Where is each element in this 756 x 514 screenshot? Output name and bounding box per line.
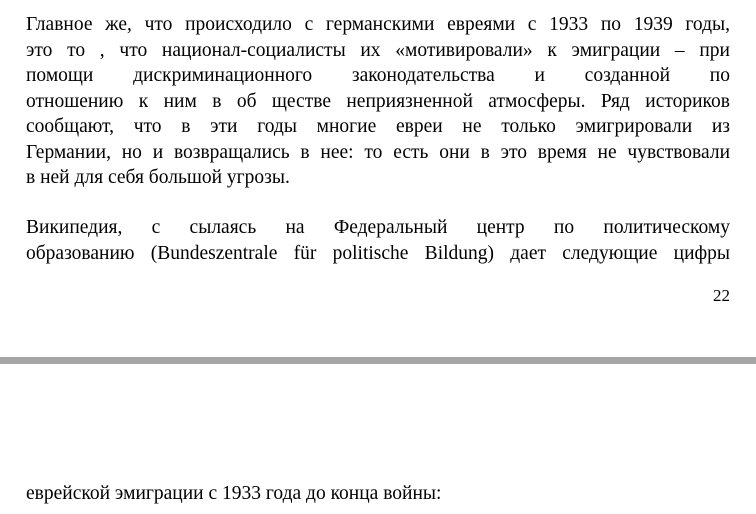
page-separator xyxy=(0,357,756,364)
text-line: Википедия, с сылаясь на Федеральный центр по политическому xyxy=(26,217,730,238)
paragraph-wikipedia-citation xyxy=(26,215,730,266)
text-line: это то , что национал-социалисты их «мотивировали» к эмиграции – при xyxy=(26,39,730,61)
text-line: образованию (Bundeszentrale für politische Bildung) дает следующие цифры xyxy=(26,242,730,264)
page-number: 22 xyxy=(713,286,730,305)
text-line: Главное же, что происходило с германскими евреями с 1933 по 1939 годы, xyxy=(26,14,730,35)
text-line: Германии, но и возвращались в нее: то есть они в это время не чувствовали xyxy=(26,141,730,163)
text-line: в ней для себя большой угрозы. xyxy=(26,167,290,188)
paragraph-emigration-figures-intro: еврейской эмиграции с 1933 года до конца войны: xyxy=(26,483,442,504)
text-line: сообщают, что в эти годы многие евреи не только эмигрировали из xyxy=(26,116,730,137)
text-line: помощи дискриминационного законодательства и созданной по xyxy=(26,65,730,86)
document-page-23 xyxy=(0,364,756,514)
paragraph-emigration-context xyxy=(26,12,730,191)
text-line: отношению к ним в об ществе неприязненной атмосферы. Ряд историков xyxy=(26,90,730,112)
